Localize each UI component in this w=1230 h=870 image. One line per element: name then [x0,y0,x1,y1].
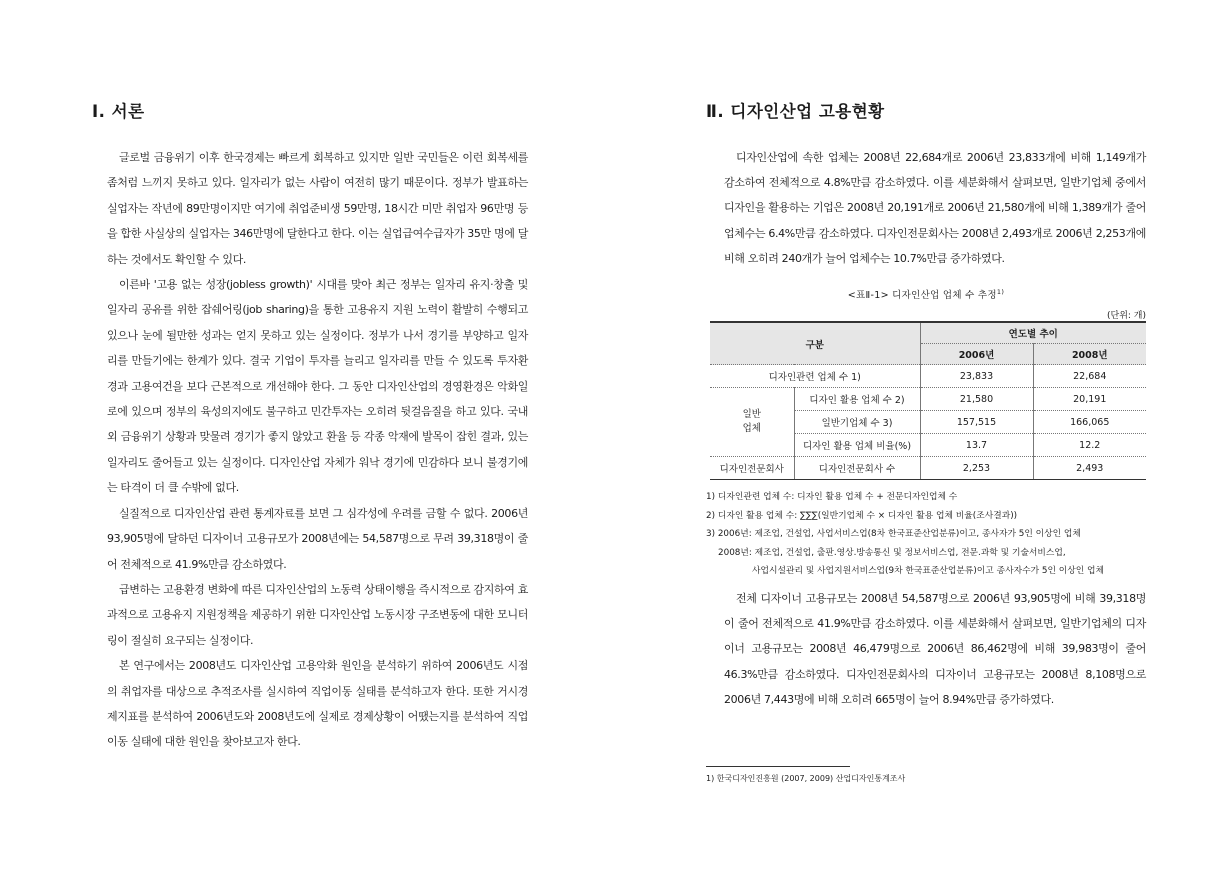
cell-2008: 12.2 [1033,434,1146,457]
section-heading-introduction: Ⅰ. 서론 [92,102,145,121]
cell-2006: 2,253 [920,457,1033,480]
paragraph: 이른바 '고용 없는 성장(jobless growth)' 시대를 맞아 최근 정부는 일자리 유지·창출 및 일자리 공유를 위한 잡쉐어링(job sharing)을 통한 고용유지 지원 노력이 활발히 수행되고 있으나 눈에 될만한 성과는 얻지 못하고 있는 실정이다. 정부가 나서 경기를 부양하고 일자리를 만들기에는 한계가 있다. 결국 기업이 투자를 늘리고 일자리를 만들 수 있도록 투자환경과 고용여건을 보다 근본적으로 개선해야 한다. 그 동안 디자인산업의 경영환경은 악화일로에 있으며 정부의 육성의지에도 불구하고 민간투자는 오히려 뒷걸음질을 하고 있다. 국내외 금융위기 상황과 맞물려 경기가 좋지 않았고 환율 등 각종 악재에 발목이 잡힌 결과, 있는 일자리도 줄어들고 있는 실정이다. 디자인산업 자체가 워낙 경기에 민감하다 보니 불경기에는 타격이 더 클 수밖에 없다. [107,278,528,495]
cell-2006: 21,580 [920,388,1033,411]
table-row [710,365,1146,388]
footnote-divider [706,766,850,767]
employment-body-2 [724,586,1146,712]
table-unit: (단위: 개) [1107,311,1146,321]
row-group-general-line2: 업체 [742,423,761,434]
row-group-design-firm: 디자인전문회사 [710,457,794,480]
table-row [710,388,1146,411]
paragraph: 글로벌 금융위기 이후 한국경제는 빠르게 회복하고 있지만 일반 국민들은 이런 회복세를 좀처럼 느끼지 못하고 있다. 일자리가 없는 사람이 여전히 많기 때문이다. 정부가 발표하는 실업자는 작년에 89만명이지만 여기에 취업준비생 59만명, 18시간 미만 취업자 96만명 등을 합한 사실상의 실업자는 346만명에 달한다고 한다. 이는 실업급여수급자가 35만 명에 달하는 것에서도 확인할 수 있다. [107,151,528,266]
cell-2008: 166,065 [1033,411,1146,434]
row-group-general-line1: 일반 [742,409,761,420]
table-row [710,457,1146,480]
table-header-trend: 연도별 추이 [920,322,1146,344]
company-count-table [710,321,1146,480]
table-caption-text: <표Ⅱ-1> 디자인산업 업체 수 추정 [847,290,997,301]
section-heading-employment-status: Ⅱ. 디자인산업 고용현황 [706,102,885,121]
row-label: 디자인전문회사 수 [794,457,920,480]
table-note: 2008년: 제조업, 건설업, 출판.영상.방송통신 및 정보서비스업, 전문.과학 및 기술서비스업, [718,547,1066,558]
row-label: 디자인 활용 업체 수 2) [794,388,920,411]
table-caption [706,287,1146,301]
table-notes [706,488,1146,581]
table-header-group: 구분 [710,322,920,365]
cell-2006: 23,833 [920,365,1033,388]
row-label: 디자인 활용 업체 비율(%) [794,434,920,457]
paragraph: 급변하는 고용환경 변화에 따른 디자인산업의 노동력 상태이행을 즉시적으로 감지하여 효과적으로 고용유지 지원정책을 제공하기 위한 디자인산업 노동시장 구조변동에 대한 모니터링이 절실히 요구되는 실정이다. [107,582,528,647]
row-label: 일반기업체 수 3) [794,411,920,434]
cell-2008: 2,493 [1033,457,1146,480]
table-header-year-2008: 2008년 [1033,344,1146,365]
table-note: 1) 디자인관련 업체 수: 디자인 활용 업체 수 + 전문디자인업체 수 [706,492,958,502]
table-note: 3) 2006년: 제조업, 건설업, 사업서비스업(8차 한국표준산업분류)이고, 종사자가 5인 이상인 업체 [706,529,1081,539]
table-note: 사업시설관리 및 사업지원서비스업(9차 한국표준산업분류)이고 종사자수가 5인 이상인 업체 [752,566,1105,576]
table-header-year-2006: 2006년 [920,344,1033,365]
cell-2006: 13.7 [920,434,1033,457]
cell-2008: 22,684 [1033,365,1146,388]
row-group-general [710,388,794,457]
row-label: 디자인관련 업체 수 1) [710,365,920,388]
cell-2008: 20,191 [1033,388,1146,411]
paragraph: 전체 디자이너 고용규모는 2008년 54,587명으로 2006년 93,905명에 비해 39,318명이 줄어 전체적으로 41.9%만큼 감소하였다. 이를 세분화해서 살펴보면, 일반기업체의 디자이너 고용규모는 2008년 46,479명으로 2006년 86,462명에 비해 39,983명이 줄어 46.3%만큼 감소하였다. 디자인전문회사의 디자이너 고용규모는 2008년 8,108명으로 2006년 7,443명에 비해 오히려 665명이 늘어 8.94%만큼 증가하였다. [724,592,1146,706]
paragraph: 디자인산업에 속한 업체는 2008년 22,684개로 2006년 23,833개에 비해 1,149개가 감소하여 전체적으로 4.8%만큼 감소하였다. 이를 세분화해서 살펴보면, 일반기업체 중에서 디자인을 활용하는 기업은 2008년 20,191개로 2006년 21,580개에 비해 1,389개가 줄어 업체수는 6.4%만큼 감소하였다. 디자인전문회사는 2008년 2,493개로 2006년 2,253개에 비해 오히려 240개가 늘어 업체수는 10.7%만큼 증가하였다. [724,151,1146,265]
footnote: 1) 한국디자인진흥원 (2007, 2009) 산업디자인통계조사 [706,774,906,783]
introduction-body [107,145,528,755]
table-caption-note: 1) [996,287,1005,296]
cell-2006: 157,515 [920,411,1033,434]
employment-body-1 [724,145,1146,271]
table-note: 2) 디자인 활용 업체 수: ∑∑∑(일반기업체 수 × 디자인 활용 업체 비율(조사결과)) [706,510,1018,521]
paragraph: 실질적으로 디자인산업 관련 통계자료를 보면 그 심각성에 우려를 금할 수 없다. 2006년 93,905명에 달하던 디자이너 고용규모가 2008년에는 54,587명으로 무려 39,318명이 줄어 전체적으로 41.9%만큼 감소하였다. [107,506,528,571]
paragraph: 본 연구에서는 2008년도 디자인산업 고용악화 원인을 분석하기 위하여 2006년도 시점의 취업자를 대상으로 추적조사를 실시하여 직업이동 실태를 분석하고자 한다. 또한 거시경제지표를 분석하여 2006년도와 2008년도에 실제로 경제상황이 어땠는지를 분석하여 직업이동 실태에 대한 원인을 찾아보고자 한다. [107,659,528,749]
